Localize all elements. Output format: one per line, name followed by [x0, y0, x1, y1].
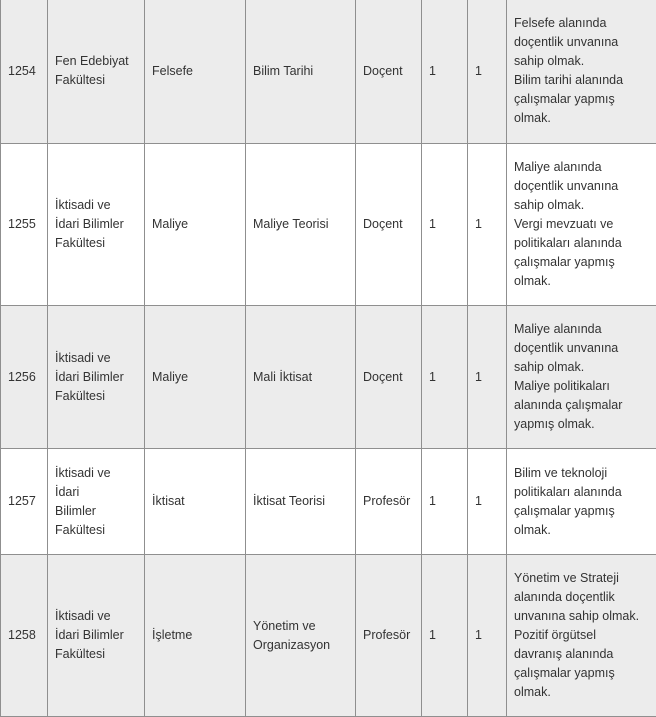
- table-row: [1, 555, 656, 717]
- cell-discipline: Yönetim ve Organizasyon: [246, 555, 356, 717]
- cell-faculty: Fen Edebiyat Fakültesi: [48, 0, 145, 144]
- cell-count-a: 1: [422, 0, 468, 144]
- cell-discipline: Maliye Teorisi: [246, 144, 356, 306]
- cell-count-b: 1: [468, 306, 507, 449]
- cell-faculty: İktisadi ve İdari Bilimler Fakültesi: [48, 555, 145, 717]
- cell-department: Felsefe: [145, 0, 246, 144]
- table-row: [1, 0, 656, 144]
- cell-title: Profesör: [356, 555, 422, 717]
- cell-count-a: 1: [422, 555, 468, 717]
- table-row: [1, 449, 656, 555]
- cell-no: 1258: [1, 555, 48, 717]
- cell-count-b: 1: [468, 555, 507, 717]
- cell-requirements: Maliye alanında doçentlik unvanına sahip olmak. Maliye politikaları alanında çalışmalar yapmış olmak.: [507, 306, 656, 449]
- cell-faculty: İktisadi ve İdari Bilimler Fakültesi: [48, 144, 145, 306]
- cell-requirements: Maliye alanında doçentlik unvanına sahip olmak. Vergi mevzuatı ve politikaları alanında çalışmalar yapmış olmak.: [507, 144, 656, 306]
- cell-discipline: İktisat Teorisi: [246, 449, 356, 555]
- cell-count-a: 1: [422, 306, 468, 449]
- cell-no: 1256: [1, 306, 48, 449]
- cell-no: 1257: [1, 449, 48, 555]
- cell-department: İktisat: [145, 449, 246, 555]
- cell-title: Doçent: [356, 306, 422, 449]
- cell-count-b: 1: [468, 0, 507, 144]
- cell-requirements: Felsefe alanında doçentlik unvanına sahip olmak. Bilim tarihi alanında çalışmalar yapmış olmak.: [507, 0, 656, 144]
- cell-count-b: 1: [468, 144, 507, 306]
- cell-requirements: Yönetim ve Strateji alanında doçentlik unvanına sahip olmak. Pozitif örgütsel davranış alanında çalışmalar yapmış olmak.: [507, 555, 656, 717]
- cell-no: 1254: [1, 0, 48, 144]
- cell-no: 1255: [1, 144, 48, 306]
- cell-title: Doçent: [356, 0, 422, 144]
- cell-count-a: 1: [422, 449, 468, 555]
- cell-title: Profesör: [356, 449, 422, 555]
- table-row: [1, 144, 656, 306]
- table-row: [1, 306, 656, 449]
- cell-count-a: 1: [422, 144, 468, 306]
- cell-faculty: İktisadi ve İdari Bilimler Fakültesi: [48, 306, 145, 449]
- cell-requirements: Bilim ve teknoloji politikaları alanında çalışmalar yapmış olmak.: [507, 449, 656, 555]
- cell-department: İşletme: [145, 555, 246, 717]
- table-body: [1, 0, 656, 717]
- cell-department: Maliye: [145, 306, 246, 449]
- cell-discipline: Bilim Tarihi: [246, 0, 356, 144]
- cell-discipline: Mali İktisat: [246, 306, 356, 449]
- cell-department: Maliye: [145, 144, 246, 306]
- cell-title: Doçent: [356, 144, 422, 306]
- cell-faculty: İktisadi ve İdari Bilimler Fakültesi: [48, 449, 145, 555]
- cell-count-b: 1: [468, 449, 507, 555]
